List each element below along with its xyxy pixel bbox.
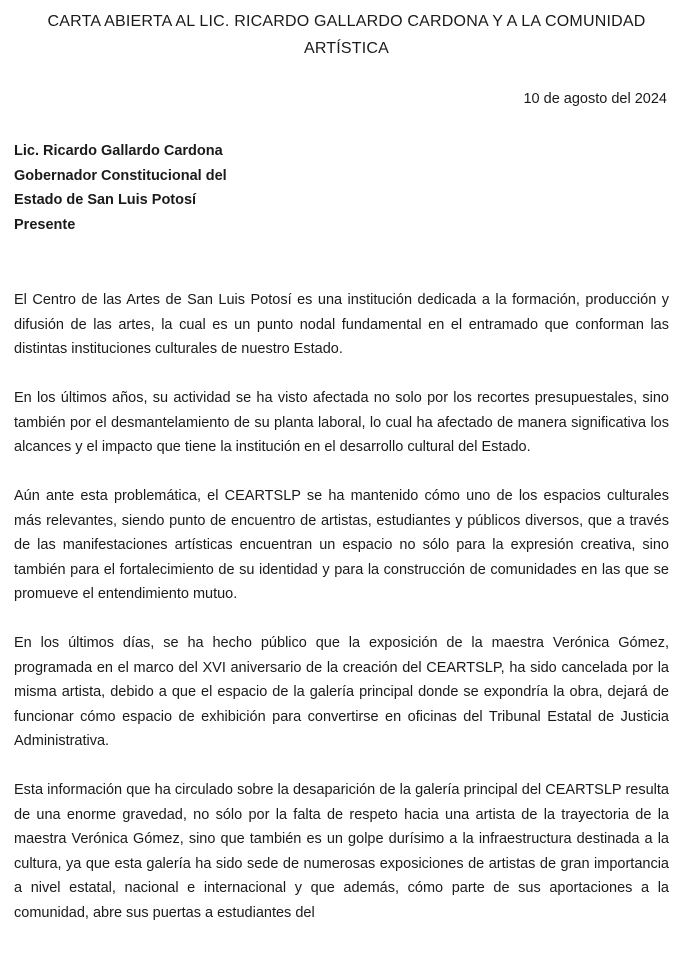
addressee-name: Lic. Ricardo Gallardo Cardona	[14, 143, 223, 159]
letter-body	[14, 288, 669, 950]
body-paragraph: En los últimos días, se ha hecho público que la exposición de la maestra Verónica Gómez, programada en el marco del XVI aniversario de la creación del CEARTSLP, ha sido cancelada por la misma artista, debido a que el espacio de la galería principal donde se expondría la obra, dejará de funcionar cómo espacio de exhibición para convertirse en oficinas del Tribunal Estatal de Justicia Administrativa.	[14, 635, 669, 749]
body-paragraph: Aún ante esta problemática, el CEARTSLP se ha mantenido cómo uno de los espacios culturales más relevantes, siendo punto de encuentro de artistas, estudiantes y públicos diversos, que a través de las manifestaciones artísticas encuentran un espacio no sólo para la expresión creativa, sino también para el fortalecimiento de su identidad y para la construcción de comunidades en las que se promueve el entendimiento mutuo.	[14, 488, 669, 602]
body-paragraph: Esta información que ha circulado sobre la desaparición de la galería principal del CEARTSLP resulta de una enorme gravedad, no sólo por la falta de respeto hacia una artista de la trayectoria de la maestra Verónica Gómez, sino que también es un golpe durísimo a la infraestructura destinada a la cultura, ya que esta galería ha sido sede de numerosas exposiciones de artistas de gran importancia a nivel estatal, nacional e internacional y que además, cómo parte de sus aportaciones a la comunidad, abre sus puertas a estudiantes del	[14, 782, 669, 921]
body-paragraph: El Centro de las Artes de San Luis Potosí es una institución dedicada a la formación, producción y difusión de las artes, la cual es un punto nodal fundamental en el entramado que conforman las distintas instituciones culturales de nuestro Estado.	[14, 292, 669, 357]
addressee-position: Gobernador Constitucional del	[14, 167, 227, 184]
body-paragraph: En los últimos años, su actividad se ha visto afectada no solo por los recortes presupuestales, sino también por el desmantelamiento de su planta laboral, lo cual ha afectado de manera significativa los alcances y el impacto que tiene la institución en el desarrollo cultural del Estado.	[14, 390, 669, 455]
letter-title: CARTA ABIERTA AL LIC. RICARDO GALLARDO CARDONA Y A LA COMUNIDAD ARTÍSTICA	[47, 13, 646, 57]
letter-date: 10 de agosto del 2024	[523, 91, 667, 107]
addressee-block	[14, 139, 227, 237]
addressee-state: Estado de San Luis Potosí	[14, 192, 197, 208]
addressee-presente: Presente	[14, 216, 76, 233]
